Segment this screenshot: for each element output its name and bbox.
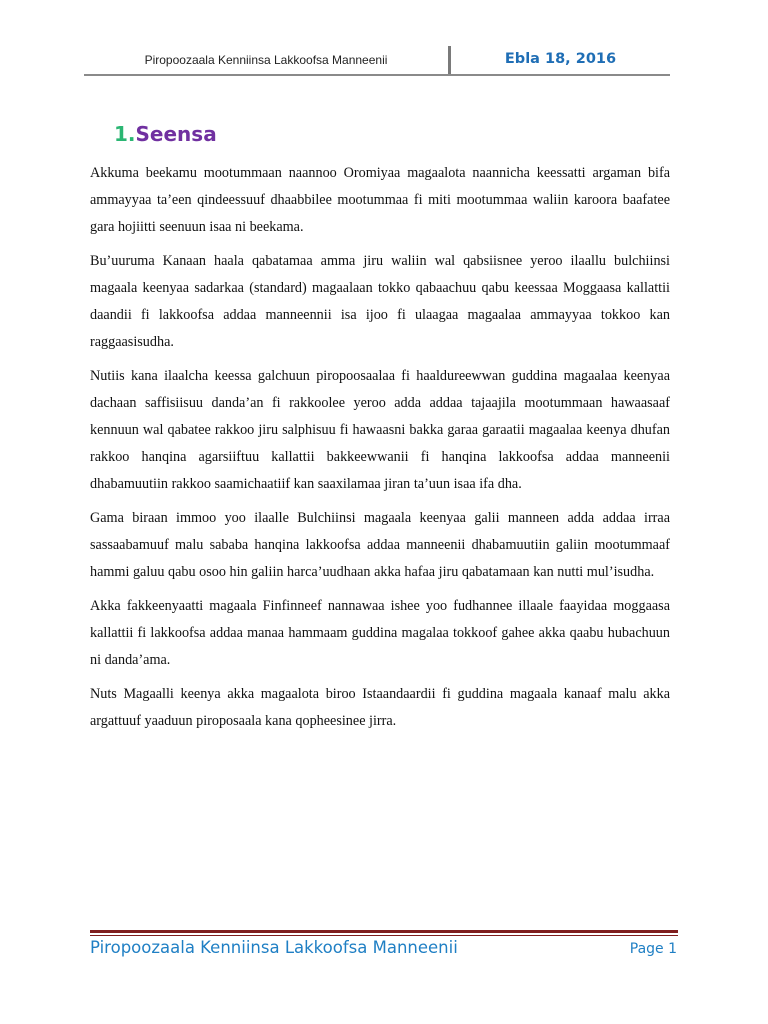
footer-title: Piropoozaala Kenniinsa Lakkoofsa Manneenii [90,938,458,957]
section-title: Seensa [135,122,217,146]
section-number: 1. [114,122,136,146]
document-body [90,160,670,742]
paragraph: Gama biraan immoo yoo ilaalle Bulchiinsi magaala keenyaa galii manneen adda addaa irraa sassaabamuuf malu sababa hanqina lakkoofsa addaa manneenii dhabamuutiin galiin mootummaaf hammi galuu qabu osoo hin galiin harca’uudhaan akka hafaa jiru qabatamaan kan nutti mul’isudha. [90,510,670,580]
header-title: Piropoozaala Kenniinsa Lakkoofsa Manneenii [144,53,388,67]
page-header [84,44,670,76]
paragraph: Akkuma beekamu mootummaan naannoo Oromiyaa magaalota naannicha keessatti argaman bifa ammayyaa ta’een qindeessuuf dhaabbilee mootummaa fi miti mootummaa waliin karoora baafatee gara hojiitti seenuun isaa ni beekama. [90,165,670,235]
paragraph: Nutiis kana ilaalcha keessa galchuun piropoosaalaa fi haaldureewwan guddina magaalaa keenyaa dachaan saffisiisuu danda’an fi rakkoolee yeroo adda addaa tajaajila mootummaan hawaasaaf kennuun wal qabatee rakkoo jiru salphisuu fi hawaasni bakka garaa garaatii magaalaa keenya dhufan rakkoo hanqina agarsiiftuu kallattii bakkeewwanii fi hanqina lakkoofsa addaa manneenii dhabamuutiin rakkoo saamichaatiif kan saaxilamaa jiran ta’uun isaa ifa dha. [90,368,670,492]
footer-rule-thick [90,930,678,933]
section-heading [114,122,217,146]
paragraph: Bu’uuruma Kanaan haala qabatamaa amma jiru waliin wal qabsiisnee yeroo ilaallu bulchiinsi magaala keenyaa sadarkaa (standard) magaalaan tokko qabaachuu qabu keessaa Moggaasa kallattii daandii fi lakkoofsa addaa manneennii isa ijoo fi ulaagaa magaalaa ammayyaa tokkoo kan raggaasisudha. [90,253,670,350]
page-number: Page 1 [629,941,677,957]
paragraph: Nuts Magaalli keenya akka magaalota biroo Istaandaardii fi guddina magaala kanaaf malu akka argattuuf yaaduun piroposaala kana qopheesinee jirra. [90,686,670,729]
footer-rule-thin [90,935,678,936]
header-date: Ebla 18, 2016 [504,51,617,67]
paragraph: Akka fakkeenyaatti magaala Finfinneef nannawaa ishee yoo fudhannee illaale faayidaa moggaasa kallattii fi lakkoofsa addaa manaa hammaam guddina magalaa tokkoof gahee akka qaabu hubachuun ni danda’ama. [90,598,670,668]
header-rule [84,74,670,76]
